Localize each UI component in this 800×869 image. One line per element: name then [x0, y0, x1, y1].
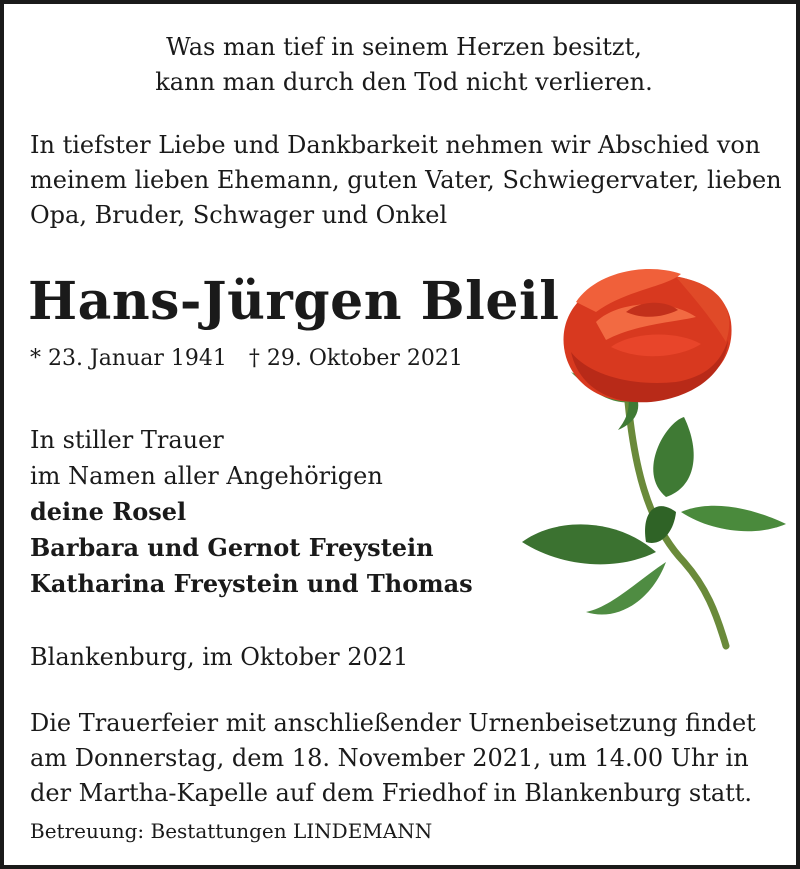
intro-line: meinem lieben Ehemann, guten Vater, Schwiegervater, lieben [30, 166, 782, 194]
mourner-name: deine Rosel [30, 497, 187, 526]
mourners-block [30, 422, 473, 602]
intro-text [30, 128, 790, 233]
intro-line: Opa, Bruder, Schwager und Onkel [30, 201, 448, 229]
funeral-info [30, 706, 778, 811]
mourner-name: Barbara und Gernot Freystein [30, 533, 434, 562]
place-date: Blankenburg, im Oktober 2021 [30, 643, 409, 671]
funeral-line: der Martha-Kapelle auf dem Friedhof in Blankenburg statt. [30, 779, 753, 807]
life-dates [30, 344, 463, 374]
death-date: † 29. Oktober 2021 [248, 346, 463, 371]
motto-line: Was man tief in seinem Herzen besitzt, [166, 33, 642, 61]
red-rose-image [516, 262, 796, 652]
mourner-name: Katharina Freystein und Thomas [30, 569, 473, 598]
deceased-name: Hans-Jürgen Bleil [28, 271, 560, 332]
motto-line: kann man durch den Tod nicht verlieren. [155, 68, 653, 96]
mourners-line: im Namen aller Angehörigen [30, 462, 383, 490]
funeral-line: am Donnerstag, dem 18. November 2021, um 14.00 Uhr in [30, 744, 749, 772]
intro-line: In tiefster Liebe und Dankbarkeit nehmen wir Abschied von [30, 131, 761, 159]
motto-quote [4, 30, 800, 100]
mourners-line: In stiller Trauer [30, 426, 224, 454]
funeral-line: Die Trauerfeier mit anschließender Urnenbeisetzung findet [30, 709, 756, 737]
funeral-home: Betreuung: Bestattungen LINDEMANN [30, 819, 433, 843]
birth-date: * 23. Januar 1941 [30, 346, 227, 371]
